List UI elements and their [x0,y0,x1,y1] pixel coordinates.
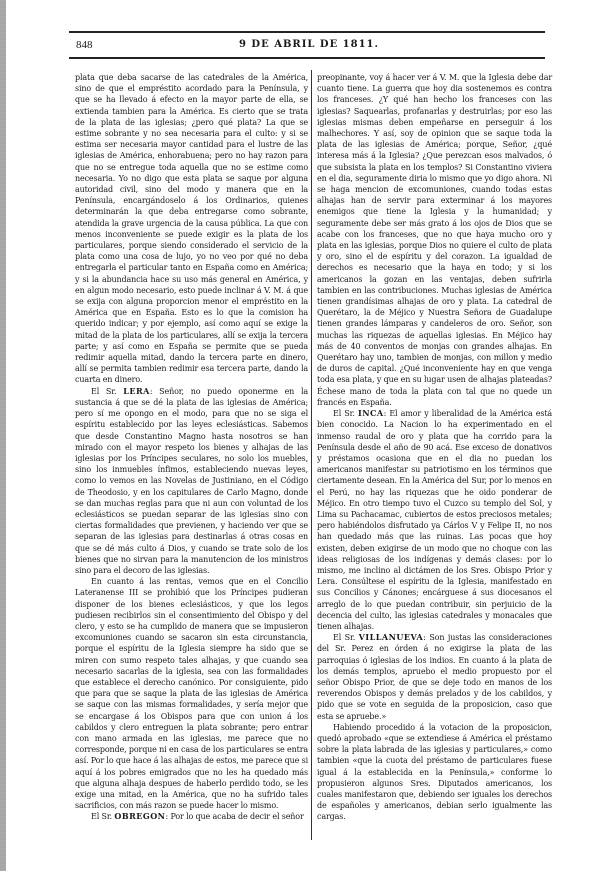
speaker-prefix: El Sr. [333,409,358,419]
speaker-name: VILLANUEVA [358,632,424,643]
speaker-prefix: El Sr. [91,812,115,822]
paragraph: plata que deba sacarse de las catedrales de la América, sino de que el empréstito acordado para la Península, y que se ha llevado á efecto en la mayor parte de ella, se extienda tambien para la América. Es cierto que se trata de la plata de las iglesias; ¿pero qué plata? La que se estime sobrante y no sea necesaria para el culto: y si se estima ser necesaria mayor cantidad para el lustre de las iglesias de América, enhorabuena; pero no hay razon para que no se entregue toda aquella que no se estime como necesaria. Yo no digo que esta plata se saque por alguna autoridad civil, sino del modo y manera que en la Península, encargándoselo á los Ordinarios, quienes determinarán la que deba entregarse como sobrante, atendida la grave urgencia de la causa pública. La que con menos inconveniente se puede exigir es la plata de los particulares, porque siendo considerado el servicio de la plata como una cosa de lujo, yo no veo por qué no deba entregarla el particular tanto en España como en América; y si la abundancia hace su uso más general en América, y en algun modo necesario, esto puede inclinar á V. M. á que se exija con alguna proporcion menor el empréstito en la América que en España. Esto es lo que la comision ha querido indicar; y por ejemplo, así como aquí se exige la mitad de la plata de los particulares, allí se exija la tercera parte; y así como en España se permite que se pueda redimir aquella mitad, dando la tercera parte en dinero, allí se permita tambien redimir esa tercera parte, dando la cuarta en dinero. [75,73,308,385]
speech-text: : Señor, no puedo oponerme en la sustancia á que se dé la plata de las iglesias de América; pero sí me opongo en el modo, para que no se siga el espíritu establecido por las leyes eclesiásticas. Sabemos que desde Constantino Magno hasta nosotros se han mirado con el mayor respeto los bienes y alhajas de las iglesias por los Príncipes seculares, no solo los muebles, sino los inmuebles ínfimos, estableciendo nuevas leyes, como lo vemos en las Novelas de Justiniano, en el Código de Theodosio, y en los capitulares de Carlo Magno, donde se dan muchas reglas para que ni aun con voluntad de los eclesiásticos se puedan separar de las iglesias sino con ciertas formalidades que previenen, y haciendo ver que se separan de las iglesias para destinarlas á otras cosas en que se dé más culto á Dios, y cuando se trate solo de los bienes que no sirvan para la manutencion de los ministros sino para el decoro de las iglesias. [75,386,309,575]
speech-lera [75,386,308,576]
speech-text: : Por lo que acaba de decir el señor [165,812,304,822]
paragraph: preopinante, voy á hacer ver á V. M. que la Iglesia debe dar cuanto tiene. La guerra que hoy dia sostenemos es contra los franceses. ¿Y qué han hecho los franceses con las iglesias? Saquearlas, profanarlas y destruirlas; por eso las iglesias mismas deben empeñarse en perseguir á los malhechores. Y así, soy de opinion que se saque toda la plata de las iglesias de América; porque, Señor, ¿qué interesa más á la Iglesia? ¿Que perezcan esos malvados, ó que subsista la plata en los templos? Si Constantino viviera en el dia, seguramente diria lo mismo que yo digo ahora. Ni se haga mencion de excomuniones, cuando todas estas alhajas han de servir para exterminar á los mayores enemigos que tiene la Iglesia y la humanidad; y seguramente debe ser más grato á los ojos de Dios que se acabe con los franceses, que no que haya mucho oro y plata en las iglesias, porque Dios no quiere el culto de plata y oro, sino el de espíritu y del corazon. La igualdad de derechos es necesario que la haya en todo; y si los americanos la gozan en las ventajas, deben sufrirla tambien en las contribuciones. Muchas iglesias de América tienen grandísimas alhajas de oro y plata. La catedral de Querétaro, la de Méjico y Nuestra Señora de Guadalupe tienen grandes lámparas y candeleros de oro. Señor, son muchas las riquezas de aquellas iglesias. En Méjico hay más de 40 conventos de monjas con grandes alhajas. En Querétaro hay uno, tambien de monjas, con millon y medio de duros de capital. ¿Qué inconveniente hay en que venga toda esa plata, y que en su lugar usen de alhajas plateadas? Échese mano de toda la plata con tal que no quede un francés en España. [317,73,552,407]
header-rule-top [69,31,545,33]
speech-text: : Son justas las consideraciones del Sr. Perez en órden á no exigirse la plata de las parroquias ó iglesias de los indios. En cuanto á la plata de los demás templos, apruebo el medio propuesto por el señor Obispo Prior, de que se deje todo en manos de los reverendos Obispos y demás prelados y de los cabildos, y pido que se vote en seguida de la proposicion, caso que esta se apruebe.» [317,633,552,721]
right-column [317,72,552,823]
paragraph: Habiendo procedido á la votacion de la proposicion, quedó aprobado «que se extendiese á América el préstamo sobre la plata labrada de las iglesias y particulares,» como tambien «que la cuota del préstamo de particulares fuese igual á la establecida en la Península,» conforme lo propusieron algunos Sres. Diputados americanos, los cuales manifestaron que, debiendo ser iguales los derechos de españoles y americanos, debian serlo igualmente las cargas. [317,722,552,822]
column-divider [311,70,312,840]
speech-villanueva [317,632,552,722]
speech-text: : El amor y liberalidad de la América está bien conocido. La Nacion lo ha experimentado en el inmenso raudal de oro y plata que ha corrido para la Península desde el año de 90 acá. Ese exceso de donativos y préstamos ocasiona que en el dia no puedan los americanos manifestar su patriotismo en los términos que ciertamente desean. En la América del Sur, por lo menos en el Perú, no hay las riquezas que he oido ponderar de Méjico. En otro tiempo tuvo el Cuzco su templo del Sol, y Lima su Pachacamac, cubiertos de estos preciosos metales; pero habiéndolos disfrutado ya Cárlos V y Felipe II, no nos han quedado más que las ruinas. Las pocas que hoy existen, deben exigirse de un modo que no choque con las ideas religiosas de los indígenas y demás clases: por lo mismo, me inclino al dictámen de los Sres. Obispo Prior y Lera. Consúltese el espíritu de la Iglesia, manifestado en sus Concilios y Cánones; encárguese á sus diocesanos el arreglo de lo que puedan contribuir, sin perjuicio de la decencia del culto, las iglesias catedrales y monacales que tienen alhajas. [317,409,552,631]
page-date-title: 9 DE ABRIL DE 1811. [238,39,379,50]
speech-inca [317,408,552,632]
speech-obregon [75,811,308,822]
page-header [76,39,542,53]
left-column [75,72,308,823]
header-rule-bottom [69,57,545,59]
page-number: 848 [76,39,93,51]
paragraph: En cuanto á las rentas, vemos que en el Concilio Lateranense III se prohibió que los Príncipes pudieran disponer de los bienes eclesiásticos, y que los legos pudiesen recibirlos sin el consentimiento del Obispo y del clero, y esto se ha cumplido de manera que se impusieron excomuniones cuando se sacaron sin esta circunstancia, porque el espíritu de la Iglesia siempre ha sido que se miren con sumo respeto tales alhajas, y que cuando sea necesario sacarlas de la iglesia, sea con las formalidades que establece el derecho canónico. Por consiguiente, pido que para que se saque la plata de las iglesias de América se saque con las mismas formalidades, y sería mejor que se encargase á los Obispos para que con union á los cabildos y clero entreguen la plata sobrante; pero entrar con mano armada en las iglesias, me parece que no corresponde, porque ni en casa de los particulares se entra así. Por lo que hace á las alhajas de estos, me parece que si aquí á los pobres emigrados que no les ha quedado más que alguna alhaja despues de haberlo perdido todo, se les exige una mitad, en la América, que no ha sufrido tales sacrificios, con más razon se puede hacer lo mismo. [75,577,308,811]
speaker-prefix: El Sr. [333,633,359,643]
speaker-name: LERA [123,385,150,396]
speaker-prefix: El Sr. [91,386,124,396]
speaker-name: INCA [357,408,384,419]
scan-edge [0,0,6,871]
speaker-name: OBREGON [114,811,166,822]
